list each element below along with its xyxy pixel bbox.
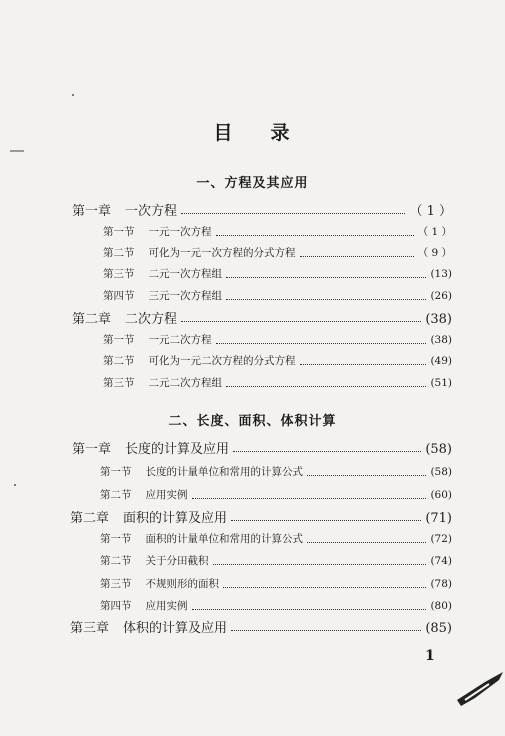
page-ref: (80) [430,600,452,612]
page-ref: (13) [430,268,452,280]
section-title: 应用实例 [145,489,188,501]
leader-dots [213,563,427,565]
section-title: 应用实例 [145,600,188,612]
section-title: 面积的计量单位和常用的计算公式 [145,533,303,545]
toc-section-row[interactable] [103,224,452,239]
leader-dots [300,363,427,365]
part-heading: 二、长度、面积、体积计算 [168,414,337,429]
leader-dots [226,276,426,278]
section-number: 第一节 [103,334,135,346]
leader-dots [192,608,427,610]
page-ref: (74) [430,555,452,567]
section-number: 第一节 [103,226,135,238]
chapter-number: 第二章 [70,511,110,526]
toc-section-row[interactable] [100,553,452,568]
chapter-number: 第一章 [72,442,112,457]
leader-dots [216,342,427,344]
leader-dots [181,212,405,214]
chapter-number: 第三章 [70,621,110,636]
page-ref: (49) [430,355,452,367]
section-number: 第四节 [103,290,135,302]
page-ref: （ 1 ） [409,204,452,219]
section-number: 第四节 [100,600,132,612]
leader-dots [181,320,421,322]
chapter-title: 一次方程 [125,204,178,219]
page-ref: (38) [430,334,452,346]
chapter-title: 面积的计算及应用 [123,511,228,526]
toc-section-row[interactable] [103,332,452,347]
title-char-right: 录 [270,122,292,144]
section-number: 第三节 [103,268,135,280]
section-title: 二元二次方程组 [148,377,222,389]
page-ref: (85) [425,621,452,636]
section-title: 可化为一元一次方程的分式方程 [148,247,296,259]
toc-section-row[interactable] [100,531,452,546]
toc-section-row[interactable] [103,245,452,260]
leader-dots [233,450,421,452]
chapter-title: 体积的计算及应用 [123,621,228,636]
scan-speck [72,94,74,96]
section-number: 第三节 [100,578,132,590]
section-title: 不规则形的面积 [145,578,219,590]
page-ref: (58) [425,442,452,457]
section-title: 三元一次方程组 [148,290,222,302]
page-number: 1 [425,648,435,664]
section-title: 长度的计量单位和常用的计算公式 [145,466,303,478]
chapter-number: 第二章 [72,312,112,327]
scan-speck [10,150,24,152]
section-title: 二元一次方程组 [148,268,222,280]
toc-section-row[interactable] [103,375,452,390]
toc-section-row[interactable] [103,266,452,281]
part-heading: 一、方程及其应用 [196,176,309,191]
scan-speck [14,484,16,486]
page-ref: (71) [425,511,452,526]
title-char-left: 目 [213,122,235,144]
leader-dots [307,541,426,543]
toc-chapter-row[interactable] [72,308,452,327]
toc-section-row[interactable] [103,288,452,303]
page-ref: (51) [430,377,452,389]
page-ref: (72) [430,533,452,545]
page-ref: (60) [430,489,452,501]
page-ref: (38) [425,312,452,327]
section-number: 第一节 [100,533,132,545]
section-title: 一元二次方程 [148,334,212,346]
section-number: 第三节 [103,377,135,389]
page-ref: (58) [430,466,452,478]
leader-dots [231,519,421,521]
page-ref: (78) [430,578,452,590]
leader-dots [223,586,426,588]
toc-section-row[interactable] [100,464,452,479]
section-number: 第二节 [100,555,132,567]
section-title: 关于分田截积 [145,555,209,567]
toc-chapter-row[interactable] [70,617,452,636]
toc-chapter-row[interactable] [70,507,452,526]
toc-chapter-row[interactable] [72,438,452,457]
scan-mark [455,660,505,710]
chapter-title: 二次方程 [125,312,178,327]
leader-dots [192,497,427,499]
section-title: 一元一次方程 [148,226,212,238]
leader-dots [307,474,426,476]
leader-dots [226,298,426,300]
toc-section-row[interactable] [100,576,452,591]
leader-dots [300,255,414,257]
page-title [0,118,505,145]
toc-section-row[interactable] [100,487,452,502]
page-ref: （ 9 ） [417,247,452,259]
leader-dots [226,385,426,387]
chapter-title: 长度的计算及应用 [125,442,230,457]
toc-section-row[interactable] [100,598,452,613]
section-title: 可化为一元二次方程的分式方程 [148,355,296,367]
toc-section-row[interactable] [103,353,452,368]
section-number: 第二节 [100,489,132,501]
page-ref: （ 1 ） [417,226,452,238]
leader-dots [231,629,421,631]
section-number: 第二节 [103,355,135,367]
chapter-number: 第一章 [72,204,112,219]
section-number: 第一节 [100,466,132,478]
toc-chapter-row[interactable] [72,200,452,219]
section-number: 第二节 [103,247,135,259]
page-ref: (26) [430,290,452,302]
leader-dots [216,234,414,236]
